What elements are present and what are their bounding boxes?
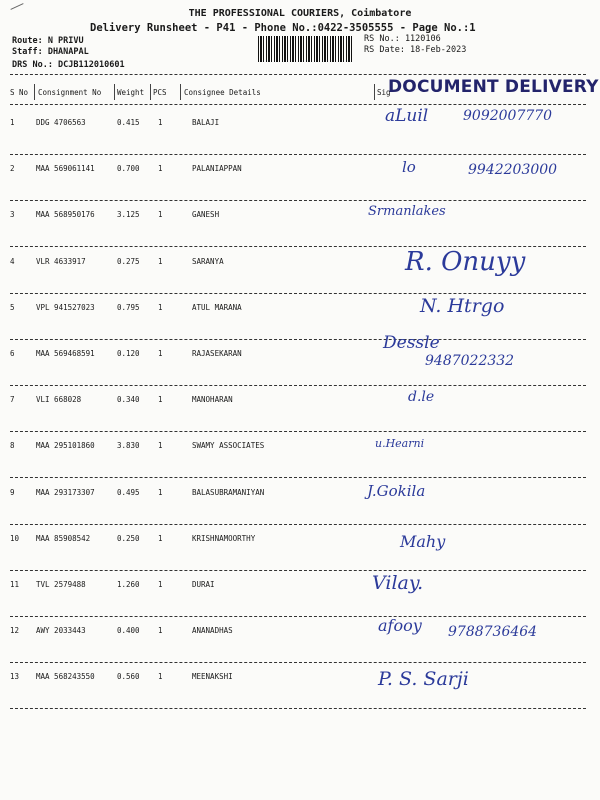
cell-weight: 0.415 bbox=[117, 118, 140, 127]
cell-weight: 0.560 bbox=[117, 672, 140, 682]
handwritten-phone: 9092007770 bbox=[463, 108, 553, 124]
column-divider bbox=[150, 84, 151, 100]
cell-consignee: DURAI bbox=[192, 580, 215, 589]
row-divider bbox=[10, 154, 586, 155]
row-divider bbox=[10, 524, 586, 525]
runsheet-title: Delivery Runsheet - P41 - Phone No.:0422-3505555 - Page No.:1 bbox=[90, 22, 476, 34]
column-divider bbox=[180, 84, 181, 100]
header-consignment: Consignment No bbox=[38, 88, 102, 97]
signature: aLuil bbox=[385, 106, 429, 126]
document-delivery-stamp: DOCUMENT DELIVERY bbox=[388, 77, 599, 97]
cell-sno: 13 bbox=[10, 672, 20, 682]
row-divider bbox=[10, 339, 586, 340]
cell-consignee: KRISHNAMOORTHY bbox=[192, 533, 256, 543]
rs-date: RS Date: 18-Feb-2023 bbox=[364, 45, 467, 55]
cell-consignee: BALASUBRAMANIYAN bbox=[192, 487, 265, 497]
handwritten-phone: 9487022332 bbox=[425, 353, 515, 369]
cell-consignment: MAA 85908542 bbox=[36, 533, 91, 543]
cell-weight: 0.400 bbox=[117, 626, 140, 636]
cell-consignment: VLI 668028 bbox=[36, 395, 82, 405]
row-divider bbox=[10, 662, 586, 663]
cell-consignee: GANESH bbox=[192, 210, 220, 220]
handwritten-phone: 9788736464 bbox=[448, 624, 538, 641]
cell-sno: 2 bbox=[10, 164, 15, 174]
cell-sno: 6 bbox=[10, 349, 15, 358]
cell-sno: 12 bbox=[10, 626, 20, 636]
staff-label: Staff: DHANAPAL bbox=[12, 47, 89, 57]
cell-sno: 5 bbox=[10, 302, 15, 312]
cell-pcs: 1 bbox=[158, 210, 163, 220]
cell-weight: 0.795 bbox=[117, 302, 140, 312]
handwritten-phone: 9942203000 bbox=[468, 162, 558, 179]
row-divider bbox=[10, 616, 586, 617]
cell-weight: 0.120 bbox=[117, 349, 140, 358]
cell-pcs: 1 bbox=[158, 626, 163, 636]
cell-consignee: ATUL MARANA bbox=[192, 302, 242, 312]
column-divider bbox=[374, 84, 375, 100]
cell-pcs: 1 bbox=[158, 672, 163, 682]
rs-number: RS No.: 1120106 bbox=[364, 34, 441, 44]
cell-weight: 3.830 bbox=[117, 441, 140, 451]
cell-pcs: 1 bbox=[158, 256, 163, 266]
signature: Vilay. bbox=[372, 572, 424, 594]
header-signature: Sig bbox=[377, 88, 391, 97]
signature: lo bbox=[402, 158, 416, 177]
row-divider bbox=[10, 431, 586, 432]
cell-consignment: VLR 4633917 bbox=[36, 256, 86, 266]
row-divider bbox=[10, 477, 586, 478]
cell-sno: 3 bbox=[10, 210, 15, 220]
company-name: THE PROFESSIONAL COURIERS, Coimbatore bbox=[188, 8, 412, 19]
cell-sno: 1 bbox=[10, 118, 15, 127]
signature: N. Htrgo bbox=[420, 294, 505, 317]
cell-sno: 4 bbox=[10, 256, 15, 266]
column-divider bbox=[114, 84, 115, 100]
header-sno: S No bbox=[10, 88, 29, 97]
cell-weight: 0.340 bbox=[117, 395, 140, 405]
cell-sno: 11 bbox=[10, 580, 20, 589]
route-label: Route: N PRIVU bbox=[12, 36, 84, 46]
cell-weight: 0.495 bbox=[117, 487, 140, 497]
cell-consignment: TVL 2579488 bbox=[36, 580, 86, 589]
cell-consignment: MAA 293173307 bbox=[36, 487, 95, 497]
signature: Srmanlakes bbox=[368, 204, 446, 220]
cell-consignment: VPL 941527023 bbox=[36, 302, 95, 312]
cell-weight: 0.275 bbox=[117, 256, 140, 266]
cell-pcs: 1 bbox=[158, 441, 163, 451]
signature: Dessle bbox=[383, 333, 440, 353]
cell-consignment: MAA 569061141 bbox=[36, 164, 95, 174]
header-rule bbox=[10, 74, 586, 75]
signature: P. S. Sarji bbox=[378, 668, 469, 691]
row-divider bbox=[10, 293, 586, 294]
signature: J.Gokila bbox=[367, 481, 426, 500]
cell-weight: 0.700 bbox=[117, 164, 140, 174]
cell-consignment: MAA 569468591 bbox=[36, 349, 95, 358]
cell-sno: 8 bbox=[10, 441, 15, 451]
cell-pcs: 1 bbox=[158, 487, 163, 497]
row-divider bbox=[10, 385, 586, 386]
cell-weight: 1.260 bbox=[117, 580, 140, 589]
cell-consignee: RAJASEKARAN bbox=[192, 349, 242, 358]
signature: Mahy bbox=[400, 531, 446, 551]
signature: afooy bbox=[378, 616, 422, 636]
header-weight: Weight bbox=[117, 88, 145, 97]
signature: u.Hearni bbox=[375, 437, 425, 451]
cell-pcs: 1 bbox=[158, 302, 163, 312]
header-pcs: PCS bbox=[153, 88, 167, 97]
cell-consignee: MANOHARAN bbox=[192, 395, 233, 405]
cell-consignee: PALANIAPPAN bbox=[192, 164, 242, 174]
cell-weight: 3.125 bbox=[117, 210, 140, 220]
cell-consignment: MAA 568950176 bbox=[36, 210, 95, 220]
column-divider bbox=[34, 84, 35, 100]
cell-consignment: DDG 4706563 bbox=[36, 118, 86, 127]
cell-weight: 0.250 bbox=[117, 533, 140, 543]
cell-consignee: SWAMY ASSOCIATES bbox=[192, 441, 265, 451]
cell-consignment: AWY 2033443 bbox=[36, 626, 86, 636]
cell-sno: 7 bbox=[10, 395, 15, 405]
table-header-rule bbox=[10, 104, 586, 105]
cell-pcs: 1 bbox=[158, 349, 163, 358]
row-divider bbox=[10, 708, 586, 709]
signature: R. Onuyy bbox=[405, 246, 526, 277]
drs-number: DRS No.: DCJB112010601 bbox=[12, 60, 125, 70]
cell-pcs: 1 bbox=[158, 580, 163, 589]
cell-consignee: BALAJI bbox=[192, 118, 220, 127]
row-divider bbox=[10, 200, 586, 201]
cell-pcs: 1 bbox=[158, 533, 163, 543]
cell-consignment: MAA 568243550 bbox=[36, 672, 95, 682]
row-divider bbox=[10, 570, 586, 571]
cell-consignee: ANANADHAS bbox=[192, 626, 233, 636]
signature: d.le bbox=[408, 389, 435, 406]
cell-consignee: MEENAKSHI bbox=[192, 672, 233, 682]
barcode bbox=[258, 36, 352, 62]
cell-sno: 9 bbox=[10, 487, 15, 497]
cell-consignment: MAA 295101860 bbox=[36, 441, 95, 451]
cell-consignee: SARANYA bbox=[192, 256, 224, 266]
cell-sno: 10 bbox=[10, 533, 20, 543]
cell-pcs: 1 bbox=[158, 118, 163, 127]
cell-pcs: 1 bbox=[158, 395, 163, 405]
header-consignee: Consignee Details bbox=[184, 88, 261, 97]
cell-pcs: 1 bbox=[158, 164, 163, 174]
